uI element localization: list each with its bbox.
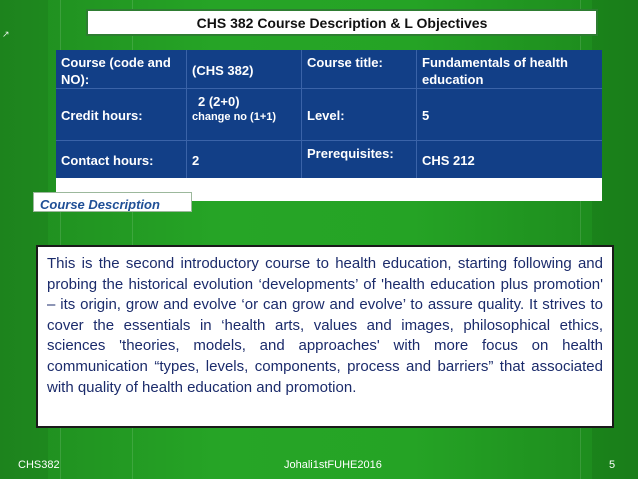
table-row bbox=[56, 50, 602, 88]
footer-author: Johali1stFUHE2016 bbox=[284, 459, 382, 471]
table-cell bbox=[186, 89, 301, 140]
table-cell: Fundamentals of health education bbox=[416, 50, 602, 88]
table-row bbox=[56, 140, 602, 178]
course-description-text: This is the second introductory course to health education, starting following and probing the historical evolution ‘developments’ of 'health education plus promotion' – its origin, grow and evolve ‘or can grow and evolve’ to assure quality. It strives to cover the essentials in ‘health arts, values and images, philosophical ethics, sciences 'theories, models, and approaches' with more focus on health communication “types, levels, components, process and barriers” that associated with quality of health education and promotion. bbox=[36, 245, 614, 428]
page-number: 5 bbox=[609, 459, 616, 471]
bullet-arrow-icon: ↗ bbox=[2, 29, 10, 39]
section-label: Course Description bbox=[33, 192, 192, 212]
table-cell: 5 bbox=[416, 89, 602, 140]
slide-title: CHS 382 Course Description & L Objectives bbox=[86, 9, 598, 36]
credit-hours-value: 2 (2+0) bbox=[198, 94, 240, 109]
table-cell: Contact hours: bbox=[61, 153, 154, 168]
table-cell: Level: bbox=[301, 89, 416, 140]
table-cell: (CHS 382) bbox=[186, 50, 301, 88]
table-cell: Course title: bbox=[301, 50, 416, 88]
table-cell: Prerequisites: bbox=[301, 141, 416, 178]
course-info-table bbox=[56, 50, 602, 201]
table-cell: Credit hours: bbox=[61, 108, 143, 123]
table-cell: Course (code and NO): bbox=[61, 55, 171, 87]
footer-course-code: CHS382 bbox=[18, 459, 60, 471]
table-cell: CHS 212 bbox=[416, 141, 602, 178]
table-cell: 2 bbox=[186, 141, 301, 178]
table-row bbox=[56, 88, 602, 140]
credit-hours-note: change no (1+1) bbox=[192, 111, 277, 123]
